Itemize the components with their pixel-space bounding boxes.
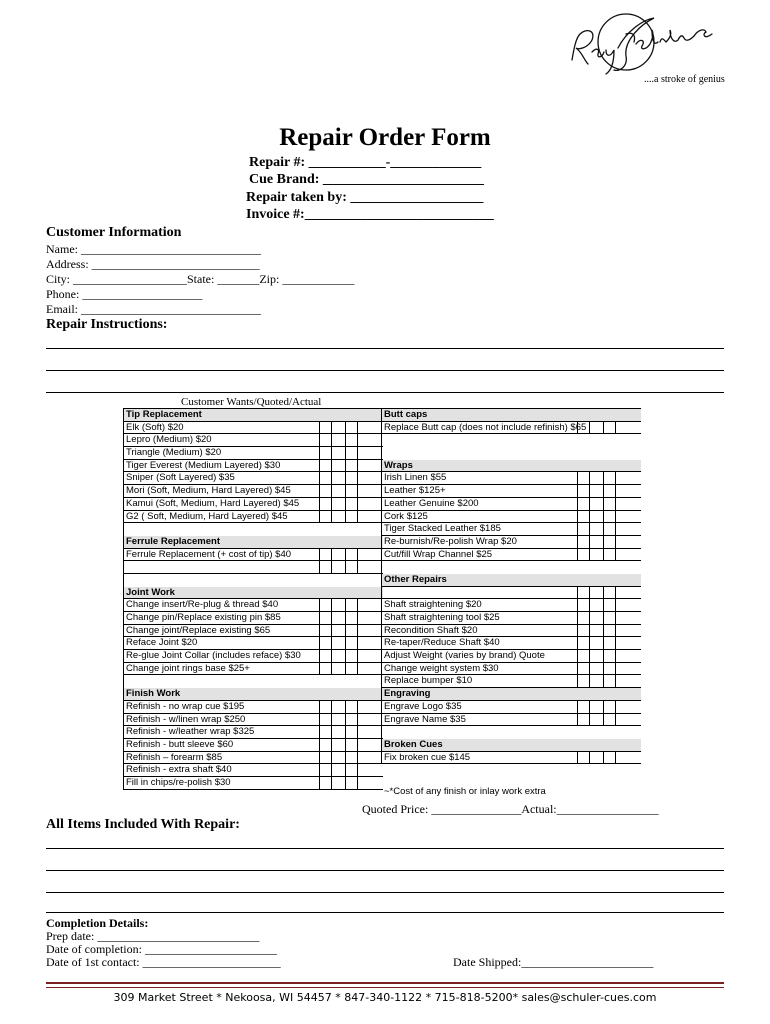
first-contact-field[interactable]: Date of 1st contact: _______________________ (46, 955, 281, 969)
address-field[interactable]: Address: ____________________________ (46, 257, 260, 271)
checkbox-cell[interactable] (603, 497, 616, 511)
row-label: Leather $125+ (384, 485, 446, 497)
row-label: Broken Cues (384, 738, 443, 750)
row-label: Elk (Soft) $20 (126, 421, 184, 433)
checkbox-cell[interactable] (603, 611, 616, 625)
row-label: Refinish - extra shaft $40 (126, 764, 232, 776)
checkbox-cell[interactable] (603, 535, 616, 549)
prep-date-field[interactable]: Prep date: ___________________________ (46, 929, 260, 943)
cost-note: ~*Cost of any finish or inlay work extra (384, 786, 546, 797)
checkbox-cell[interactable] (319, 598, 332, 612)
checkbox-cell[interactable] (319, 421, 332, 435)
spacer-row (124, 574, 383, 587)
checkbox-cell[interactable] (577, 611, 590, 625)
completion-date-field[interactable]: Date of completion: ______________________ (46, 942, 277, 956)
repair-item-row (382, 675, 641, 688)
row-label: Tiger Stacked Leather $185 (384, 523, 501, 535)
row-label: Wraps (384, 459, 413, 471)
row-label: Leather Genuine $200 (384, 497, 479, 509)
row-label: Finish Work (126, 688, 181, 700)
spacer-row (382, 434, 641, 447)
checkbox-cell[interactable] (603, 649, 616, 663)
repair-item-row (382, 549, 641, 562)
row-label: Fill in chips/re-polish $30 (126, 776, 231, 788)
repair-item-row (382, 752, 641, 765)
row-label: Cut/fill Wrap Channel $25 (384, 548, 493, 560)
instructions-line[interactable] (46, 392, 724, 393)
row-label: Joint Work (126, 586, 175, 598)
checkbox-cell[interactable] (577, 662, 590, 676)
checkbox-cell[interactable] (603, 674, 616, 688)
city-state-zip-field[interactable]: City: ___________________State: _______Zip: ____________ (46, 272, 355, 286)
checkbox-cell[interactable] (577, 535, 590, 549)
row-label: Refinish - no wrap cue $195 (126, 700, 245, 712)
row-label: Recondition Shaft $20 (384, 624, 478, 636)
included-line[interactable] (46, 912, 724, 913)
checkbox-cell[interactable] (603, 636, 616, 650)
row-label: Refinish - butt sleeve $60 (126, 738, 234, 750)
checkbox-cell[interactable] (577, 700, 590, 714)
row-label: Replace bumper $10 (384, 675, 473, 687)
checkbox-cell[interactable] (577, 649, 590, 663)
row-label: Refinish - w/linen wrap $250 (126, 713, 246, 725)
row-label: Reface Joint $20 (126, 637, 198, 649)
checkbox-cell[interactable] (319, 484, 332, 498)
checkbox-cell[interactable] (319, 471, 332, 485)
row-label: Change joint rings base $25+ (126, 662, 250, 674)
checkbox-cell[interactable] (319, 649, 332, 663)
row-label: Re-burnish/Re-polish Wrap $20 (384, 535, 517, 547)
checkbox-cell[interactable] (345, 713, 358, 727)
checkbox-cell[interactable] (319, 510, 332, 524)
row-label: Replace Butt cap (does not include refinish) $65 (384, 421, 587, 433)
checkbox-cell[interactable] (319, 446, 332, 460)
checkbox-cell[interactable] (319, 560, 332, 574)
spacer-row (382, 561, 641, 574)
included-line[interactable] (46, 892, 724, 893)
checkbox-cell[interactable] (319, 776, 332, 790)
spacer-row (124, 675, 383, 688)
form-title: Repair Order Form (279, 124, 491, 151)
checkbox-cell[interactable] (603, 598, 616, 612)
right-repair-table (381, 408, 641, 764)
repair-item-row (382, 422, 641, 435)
row-label: Mori (Soft, Medium, Hard Layered) $45 (126, 485, 291, 497)
repair-item-row (382, 714, 641, 727)
repair-instructions-heading: Repair Instructions: (46, 317, 168, 332)
logo-tagline: ....a stroke of genius (644, 74, 725, 85)
row-label: Engraving (384, 688, 431, 700)
spacer-row (382, 447, 641, 460)
checkbox-cell[interactable] (345, 433, 358, 447)
checkbox-cell[interactable] (577, 421, 590, 435)
checkbox-cell[interactable] (603, 484, 616, 498)
row-label: Adjust Weight (varies by brand) Quote (384, 650, 545, 662)
repair-number-field[interactable]: Repair #: ___________-_____________ (249, 155, 482, 170)
included-items-heading: All Items Included With Repair: (46, 817, 240, 832)
row-label: Re-glue Joint Collar (includes reface) $30 (126, 650, 301, 662)
checkbox-cell[interactable] (319, 713, 332, 727)
checkbox-cell[interactable] (319, 738, 332, 752)
checkbox-cell[interactable] (319, 548, 332, 562)
checkbox-cell[interactable] (603, 548, 616, 562)
name-field[interactable]: Name: ______________________________ (46, 242, 261, 256)
checkbox-cell[interactable] (577, 598, 590, 612)
row-label: Change weight system $30 (384, 662, 499, 674)
row-label: Ferrule Replacement (126, 535, 220, 547)
checkbox-cell[interactable] (603, 624, 616, 638)
checkbox-cell[interactable] (345, 738, 358, 752)
checkbox-cell[interactable] (319, 611, 332, 625)
checkbox-cell[interactable] (577, 586, 590, 600)
row-label: Change insert/Re-plug & thread $40 (126, 599, 279, 611)
completion-heading: Completion Details: (46, 916, 149, 930)
checkbox-cell[interactable] (319, 763, 332, 777)
checkbox-cell[interactable] (577, 548, 590, 562)
checkbox-cell[interactable] (603, 700, 616, 714)
row-label: Change pin/Replace existing pin $85 (126, 612, 281, 623)
row-label: Triangle (Medium) $20 (126, 447, 222, 459)
checkbox-cell[interactable] (319, 433, 332, 447)
included-line[interactable] (46, 848, 724, 849)
checkbox-cell[interactable] (577, 674, 590, 688)
checkbox-cell[interactable] (577, 751, 590, 765)
row-label: Change joint/Replace existing $65 (126, 624, 271, 636)
checkbox-cell[interactable] (319, 636, 332, 650)
checkbox-cell[interactable] (345, 649, 358, 663)
checkbox-cell[interactable] (345, 624, 358, 638)
checkbox-cell[interactable] (603, 510, 616, 524)
checkbox-cell[interactable] (577, 713, 590, 727)
signature-logo-icon (566, 12, 741, 82)
checkbox-cell[interactable] (603, 713, 616, 727)
footer-rule (46, 987, 724, 988)
checkbox-cell[interactable] (345, 459, 358, 473)
repair-taken-by-field[interactable]: Repair taken by: ___________________ (246, 190, 484, 205)
checkbox-cell[interactable] (577, 636, 590, 650)
checkbox-cell[interactable] (345, 446, 358, 460)
footer-address: 309 Market Street * Nekoosa, WI 54457 * 847-340-1122 * 715-818-5200* sales@schuler-cues.com (113, 991, 657, 1004)
repair-item-row (124, 561, 383, 574)
date-shipped-field[interactable]: Date Shipped:______________________ (453, 955, 654, 969)
checkbox-cell[interactable] (319, 662, 332, 676)
row-label: Re-taper/Reduce Shaft $40 (384, 637, 500, 649)
checkbox-cell[interactable] (345, 751, 358, 765)
instructions-line[interactable] (46, 370, 724, 371)
row-label: Shaft straightening $20 (384, 599, 482, 611)
spacer-row (382, 726, 641, 739)
row-label: Fix broken cue $145 (384, 751, 471, 763)
checkbox-cell[interactable] (319, 497, 332, 511)
checkbox-cell[interactable] (577, 497, 590, 511)
checkbox-cell[interactable] (577, 471, 590, 485)
checkbox-cell[interactable] (603, 471, 616, 485)
left-repair-table (123, 408, 383, 790)
row-label: Other Repairs (384, 573, 447, 585)
checkbox-cell[interactable] (603, 751, 616, 765)
checkbox-cell[interactable] (577, 510, 590, 524)
row-label: Engrave Logo $35 (384, 700, 462, 712)
checkbox-cell[interactable] (603, 586, 616, 600)
checkbox-cell[interactable] (345, 497, 358, 511)
checkbox-cell[interactable] (345, 662, 358, 676)
checkbox-cell[interactable] (345, 484, 358, 498)
row-label: G2 ( Soft, Medium, Hard Layered) $45 (126, 510, 288, 522)
checkbox-cell[interactable] (603, 421, 616, 435)
customer-info-heading: Customer Information (46, 225, 182, 240)
phone-field[interactable]: Phone: ____________________ (46, 287, 203, 301)
email-field[interactable]: Email: ______________________________ (46, 302, 261, 316)
row-label: Cork $125 (384, 510, 428, 522)
row-label: Kamui (Soft, Medium, Hard Layered) $45 (126, 497, 300, 509)
checkbox-cell[interactable] (345, 725, 358, 739)
checkbox-cell[interactable] (603, 522, 616, 536)
cue-brand-field[interactable]: Cue Brand: _______________________ (249, 172, 484, 187)
row-label: Tiger Everest (Medium Layered) $30 (126, 459, 281, 471)
checkbox-cell[interactable] (345, 700, 358, 714)
checkbox-cell[interactable] (577, 484, 590, 498)
row-label: Refinish – forearm $85 (126, 751, 223, 763)
checkbox-cell[interactable] (345, 548, 358, 562)
row-label: Lepro (Medium) $20 (126, 434, 212, 446)
row-label: Irish Linen $55 (384, 472, 447, 484)
instructions-line[interactable] (46, 348, 724, 349)
logo (566, 12, 741, 92)
checkbox-cell[interactable] (319, 624, 332, 638)
repair-item-row (124, 511, 383, 524)
column-header: Customer Wants/Quoted/Actual (181, 396, 322, 408)
checkbox-cell[interactable] (603, 662, 616, 676)
checkbox-cell[interactable] (345, 776, 358, 790)
checkbox-cell[interactable] (345, 560, 358, 574)
quoted-price-field[interactable]: Quoted Price: _______________Actual:_________________ (362, 802, 659, 816)
repair-item-row (124, 777, 383, 790)
footer-rule (46, 982, 724, 984)
checkbox-cell[interactable] (577, 522, 590, 536)
checkbox-cell[interactable] (345, 421, 358, 435)
checkbox-cell[interactable] (345, 636, 358, 650)
row-label: Shaft straightening tool $25 (384, 612, 500, 623)
checkbox-cell[interactable] (345, 763, 358, 777)
row-label: Engrave Name $35 (384, 713, 466, 725)
checkbox-cell[interactable] (577, 624, 590, 638)
repair-item-row (124, 663, 383, 676)
included-line[interactable] (46, 870, 724, 871)
checkbox-cell[interactable] (345, 510, 358, 524)
invoice-field[interactable]: Invoice #:___________________________ (246, 207, 494, 222)
row-label: Tip Replacement (126, 409, 202, 420)
checkbox-cell[interactable] (319, 700, 332, 714)
checkbox-cell[interactable] (345, 471, 358, 485)
row-label: Butt caps (384, 409, 428, 420)
checkbox-cell[interactable] (319, 459, 332, 473)
checkbox-cell[interactable] (319, 751, 332, 765)
checkbox-cell[interactable] (345, 611, 358, 625)
row-label: Sniper (Soft Layered) $35 (126, 472, 235, 484)
checkbox-cell[interactable] (319, 725, 332, 739)
spacer-row (124, 523, 383, 536)
row-label: Refinish - w/leather wrap $325 (126, 726, 255, 738)
checkbox-cell[interactable] (345, 598, 358, 612)
row-label: Ferrule Replacement (+ cost of tip) $40 (126, 548, 292, 560)
